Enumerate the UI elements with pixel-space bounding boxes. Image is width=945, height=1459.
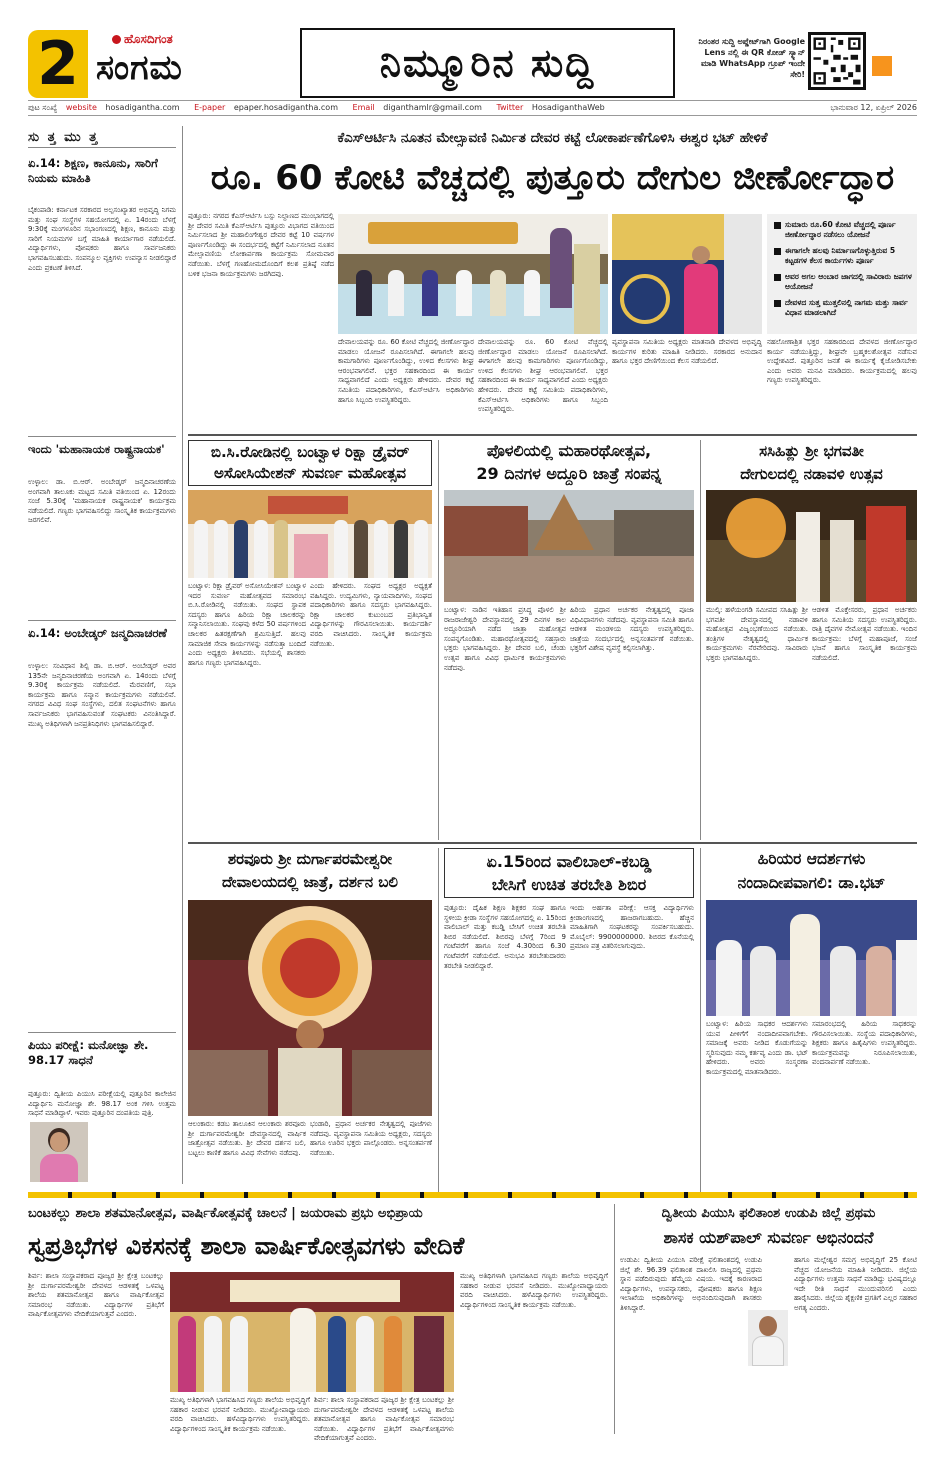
column-rule: [438, 848, 439, 1198]
page-number: 2: [28, 30, 88, 98]
bc-road-headline: ಬಿ.ಸಿ.ರೋಡಿನಲ್ಲಿ ಬಂಟ್ವಾಳ ರಿಕ್ಷಾ ಡ್ರೈವರ್: [210, 443, 410, 461]
mla-portrait: [748, 1310, 788, 1366]
volley-body: ಪುತ್ತೂರು: ದೈಹಿಕ ಶಿಕ್ಷಣ ಶಿಕ್ಷಕರ ಸಂಘ ಹಾಗೂ ಸ್ಥಳೀಯ ಕ್ರೀಡಾ ಸಂಸ್ಥೆಗಳ ಸಹಯೋಗದಲ್ಲಿ ಏ. 15ರಿಂದ ವಾಲಿಬಾಲ್ ಮತ್ತು ಕಬಡ್ಡಿ ಬೇಸಿಗೆ ಉಚಿತ ತರಬೇತಿ ಶಿಬಿರ ನಡೆಯಲಿದೆ. ಶಿಬಿರವು ಬೆಳಗ್ಗೆ 7ರಿಂದ 9 ಗಂಟೆವರೆಗೆ ಹಾಗೂ ಸಂಜೆ 4.30ರಿಂದ 6.30 ಗಂಟೆವರೆಗೆ ನಡೆಯಲಿದೆ. ಅನುಭವಿ ತರಬೇತುದಾರರು ತರಬೇತಿ ನೀಡಲಿದ್ದಾರೆ.: [444, 904, 566, 970]
sharavu-body: ಭಂಡಾರಿ, ಪ್ರಧಾನ ಅರ್ಚಕರ ನೇತೃತ್ವದಲ್ಲಿ ಪೂಜೆಗಳು ನಡೆದವು. ವ್ಯವಸ್ಥಾಪನಾ ಸಮಿತಿಯ ಅಧ್ಯಕ್ಷರು, ಸದಸ್ಯರು ಹಾಗೂ ಊರಿನ ಭಕ್ತರು ಪಾಲ್ಗೊಂಡರು. ಅನ್ನಸಂತರ್ಪಣೆ ನಡೆಯಿತು.: [310, 1120, 432, 1157]
felicitation-photo: [706, 900, 917, 1016]
masthead: [0, 0, 945, 118]
sharavu-headline: ದೇವಾಲಯದಲ್ಲಿ ಜಾತ್ರೆ, ದರ್ಶನ ಬಲಿ: [221, 873, 398, 891]
left-section-title: ಸು ತ್ತ ಮು ತ್ತ: [28, 130, 100, 145]
highlight-item: ಸುಮಾರು ರೂ.60 ಕೋಟಿ ವೆಚ್ಚದಲ್ಲಿ ಪೂರ್ಣ ಜೀರ್ಣೋದ್ಧಾರ ನಡೆಸಲು ಯೋಜನೆ: [771, 220, 913, 240]
bantakallu-body: ಮುಖ್ಯ ಅತಿಥಿಗಳಾಗಿ ಭಾಗವಹಿಸಿದ ಗಣ್ಯರು ಶಾಲೆಯ ಅಭಿವೃದ್ಧಿಗೆ ಸಹಕಾರ ನೀಡುವ ಭರವಸೆ ನೀಡಿದರು. ಮುಖ್ಯೋಪಾಧ್ಯಾಯರು ವರದಿ ವಾಚಿಸಿದರು. ಹಳೆವಿದ್ಯಾರ್ಥಿಗಳು ಉಪಸ್ಥಿತರಿದ್ದರು. ವಿದ್ಯಾರ್ಥಿಗಳಿಂದ ಸಾಂಸ್ಕೃತಿಕ ಕಾರ್ಯಕ್ರಮ ನಡೆಯಿತು.: [170, 1396, 310, 1433]
pu-headline: ದ್ವಿತೀಯ ಪಿಯುಸಿ ಫಲಿತಾಂಶ ಉಡುಪಿ ಜಿಲ್ಲೆ ಪ್ರಥಮ: [661, 1206, 876, 1221]
bc-road-headline: ಅಸೋಸಿಯೇಶನ್ ಸುವರ್ಣ ಮಹೋತ್ಸವ: [213, 464, 407, 482]
column-rule: [700, 848, 701, 1198]
sasihitlu-headline: ಸಸಿಹಿತ್ಲು ಶ್ರೀ ಭಗವತೀ: [759, 442, 864, 460]
bantakallu-body: ಮುಖ್ಯ ಅತಿಥಿಗಳಾಗಿ ಭಾಗವಹಿಸಿದ ಗಣ್ಯರು ಶಾಲೆಯ ಅಭಿವೃದ್ಧಿಗೆ ಸಹಕಾರ ನೀಡುವ ಭರವಸೆ ನೀಡಿದರು. ಮುಖ್ಯೋಪಾಧ್ಯಾಯರು ವರದಿ ವಾಚಿಸಿದರು. ಹಳೆವಿದ್ಯಾರ್ಥಿಗಳು ಉಪಸ್ಥಿತರಿದ್ದರು. ವಿದ್ಯಾರ್ಥಿಗಳಿಂದ ಸಾಂಸ್ಕೃತಿಕ ಕಾರ್ಯಕ್ರಮ ನಡೆಯಿತು.: [460, 1272, 608, 1309]
left-item-headline: ಪಿಯು ಪರೀಕ್ಷೆ: ಮನೋಜ್ಞಾ ಶೇ. 98.17 ಸಾಧನೆ: [28, 1038, 149, 1067]
page-title: ನಿಮ್ಮೂರಿನ ಸುದ್ದಿ: [379, 41, 596, 85]
left-item-body: ಉಳ್ಳಾಲ: ಸಂವಿಧಾನ ಶಿಲ್ಪಿ ಡಾ. ಬಿ.ಆರ್. ಅಂಬೇಡ್ಕರ್ ಅವರ 135ನೇ ಜನ್ಮದಿನಾಚರಣೆಯ ಅಂಗವಾಗಿ ಏ. 14ರಂದು ಬೆಳಗ್ಗೆ 9.30ಕ್ಕೆ ಕಾರ್ಯಕ್ರಮ ನಡೆಯಲಿದೆ. ಮೆರವಣಿಗೆ, ಸಭಾ ಕಾರ್ಯಕ್ರಮ ಹಾಗೂ ಸನ್ಮಾನ ಕಾರ್ಯಕ್ರಮಗಳು ನಡೆಯಲಿವೆ. ನಗರದ ವಿವಿಧ ಸಂಘ ಸಂಸ್ಥೆಗಳು, ದಲಿತ ಸಂಘಟನೆಗಳು ಹಾಗೂ ಸಾರ್ವಜನಿಕರು ಭಾಗವಹಿಸುವಂತೆ ಸಂಘಟಕರು ವಿನಂತಿಸಿದ್ದಾರೆ. ಮುಖ್ಯ ಅತಿಥಿಗಳಾಗಿ ಜನಪ್ರತಿನಿಧಿಗಳು ಭಾಗವಹಿಸಲಿದ್ದಾರೆ.: [28, 662, 176, 728]
top-story-body: ದೇವಾಲಯವನ್ನು ರೂ. 60 ಕೋಟಿ ವೆಚ್ಚದಲ್ಲಿ ಜೀರ್ಣೋದ್ಧಾರ ಮಾಡಲು ಯೋಜನೆ ರೂಪಿಸಲಾಗಿದೆ. ಈಗಾಗಲೇ ಹಲವು ಕಾಮಗಾರಿಗಳು ಪೂರ್ಣಗೊಂಡಿದ್ದು, ಉಳಿದ ಕೆಲಸಗಳು ಶೀಘ್ರ ಆರಂಭವಾಗಲಿವೆ. ಭಕ್ತರ ಸಹಕಾರದಿಂದ ಈ ಕಾರ್ಯ ಸಾಧ್ಯವಾಗಲಿದೆ ಎಂದು ಅಧ್ಯಕ್ಷರು ಹೇಳಿದರು. ದೇವರ ಕಟ್ಟೆ ಸಮಿತಿಯ ಪದಾಧಿಕಾರಿಗಳು, ಕೆಎಸ್ಆರ್ಟಿಸಿ ಅಧಿಕಾರಿಗಳು ಹಾಗೂ ಸಿಬ್ಬಂದಿ ಉಪಸ್ಥಿತರಿದ್ದರು.: [338, 338, 474, 404]
top-story-kicker: ಕೆಎಸ್ಆರ್ಟಿಸಿ ನೂತನ ಮೇಲ್ಸಾವಣಿ ನಿರ್ಮಿತ ದೇವರ ಕಟ್ಟೆ ಲೋಕಾರ್ಪಣೆಗೊಳಿಸಿ ಈಶ್ವರ ಭಟ್ ಹೇಳಿಕೆ: [337, 130, 768, 146]
twitter-link[interactable]: Twitter HosadiganthaWeb: [496, 103, 605, 112]
highlight-item: ದೇವಳದ ಸುತ್ತ ಮುತ್ತಲಿನಲ್ಲಿ ನಾಗಮ ಮತ್ತು ಸಾರ್ವ ವಿಧಾನ ಮಾಡಲಾಗಿದೆ: [771, 298, 913, 318]
info-bar: [28, 100, 917, 116]
top-story-headline: ರೂ. 60 ಕೋಟಿ ವೆಚ್ಚದಲ್ಲಿ ಪುತ್ತೂರು ದೇಗುಲ ಜೀರ್ಣೋದ್ಧಾರ: [210, 158, 895, 198]
left-item-headline: ಏ.14: ಶಿಕ್ಷಣ, ಕಾನೂನು, ಸಾರಿಗೆ ನಿಯಮ ಮಾಹಿತಿ: [28, 156, 158, 185]
darshana-bali-photo: [188, 900, 432, 1116]
polali-body: ಬಂಟ್ವಾಳ: ನಾಡಿನ ಇತಿಹಾಸ ಪ್ರಸಿದ್ಧ ಪೊಳಲಿ ಶ್ರೀ ರಾಜರಾಜೇಶ್ವರಿ ದೇವಸ್ಥಾನದಲ್ಲಿ 29 ದಿನಗಳ ಕಾಲ ಅದ್ದೂರಿಯಾಗಿ ನಡೆದ ಜಾತ್ರಾ ಮಹೋತ್ಸವ ಸಂಪನ್ನಗೊಂಡಿತು. ಮಹಾರಥೋತ್ಸವದಲ್ಲಿ ಸಹಸ್ರಾರು ಭಕ್ತರು ಭಾಗವಹಿಸಿದ್ದರು. ಶ್ರೀ ದೇವರ ಬಲಿ, ಚೆಂಡು ಉತ್ಸವ ಹಾಗೂ ವಿವಿಧ ಧಾರ್ಮಿಕ ಕಾರ್ಯಕ್ರಮಗಳು ನಡೆದವು.: [444, 606, 566, 672]
pu-body: ಉಡುಪಿ: ದ್ವಿತೀಯ ಪಿಯುಸಿ ಪರೀಕ್ಷೆ ಫಲಿತಾಂಶದಲ್ಲಿ ಉಡುಪಿ ಜಿಲ್ಲೆ ಶೇ. 96.39 ಫಲಿತಾಂಶ ದಾಖಲಿಸಿ ರಾಜ್ಯದಲ್ಲಿ ಪ್ರಥಮ ಸ್ಥಾನ ಪಡೆದಿರುವುದು ಹೆಮ್ಮೆಯ ವಿಷಯ. ಇದಕ್ಕೆ ಕಾರಣರಾದ ವಿದ್ಯಾರ್ಥಿಗಳು, ಉಪನ್ಯಾಸಕರು, ಪೋಷಕರು ಹಾಗೂ ಶಿಕ್ಷಣ ಇಲಾಖೆಯ ಅಧಿಕಾರಿಗಳನ್ನು ಅಭಿನಂದಿಸುವುದಾಗಿ ಶಾಸಕರು ತಿಳಿಸಿದ್ದಾರೆ.: [620, 1256, 762, 1312]
bantakallu-kicker: ಬಂಟಕಲ್ಲು ಶಾಲಾ ಶತಮಾನೋತ್ಸವ, ವಾರ್ಷಿಕೋತ್ಸವಕ್ಕೆ ಚಾಲನೆ | ಜಯರಾಮ ಪ್ರಭು ಅಭಿಪ್ರಾಯ: [28, 1206, 423, 1221]
sasihitlu-headline: ದೇಗುಲದಲ್ಲಿ ನಡಾವಳಿ ಉತ್ಸವ: [740, 465, 883, 483]
brand-small-text: ಹೊಸದಿಗಂತ: [124, 32, 173, 46]
pu-headline: ಶಾಸಕ ಯಶ್‌ಪಾಲ್ ಸುವರ್ಣ ಅಭಿನಂದನೆ: [663, 1228, 874, 1247]
bantakallu-body: ಶಿರ್ವ: ಶಾಲಾ ಸಂಸ್ಥಾಪಕರಾದ ಪೂಜ್ಯರ ಶ್ರೀ ಕ್ಷೇತ್ರ ಬಂಟಕಲ್ಲು ಶ್ರೀ ದುರ್ಗಾಪರಮೇಶ್ವರೀ ದೇವಳದ ಆಡಳಿತಕ್ಕೆ ಒಳಪಟ್ಟ ಶಾಲೆಯ ಶತಮಾನೋತ್ಸವ ಹಾಗೂ ವಾರ್ಷಿಕೋತ್ಸವ ಸಮಾರಂಭ ನಡೆಯಿತು. ವಿದ್ಯಾರ್ಥಿಗಳ ಪ್ರತಿಭೆಗೆ ವಾರ್ಷಿಕೋತ್ಸವಗಳು ವೇದಿಕೆಯಾಗುತ್ತವೆ ಎಂದರು.: [314, 1396, 454, 1443]
polali-body: ಹಿರಿಯ ಪ್ರಧಾನ ಅರ್ಚಕರ ನೇತೃತ್ವದಲ್ಲಿ ಪೂಜಾ ವಿಧಿವಿಧಾನಗಳು ನಡೆದವು. ವ್ಯವಸ್ಥಾಪನಾ ಸಮಿತಿ ಹಾಗೂ ಆಡಳಿತ ಮಂಡಳಿಯ ಸದಸ್ಯರು ಉಪಸ್ಥಿತರಿದ್ದರು. ಜಾತ್ರೆಯ ಸಂದರ್ಭದಲ್ಲಿ ಅನ್ನಸಂತರ್ಪಣೆ ನಡೆಯಿತು. ಭಕ್ತರಿಗೆ ವಿಶೇಷ ವ್ಯವಸ್ಥೆ ಕಲ್ಪಿಸಲಾಗಿತ್ತು.: [570, 606, 694, 653]
left-item-body: ಉಳ್ಳಾಲ: ಡಾ. ಬಿ.ಆರ್. ಅಂಬೇಡ್ಕರ್ ಜನ್ಮದಿನಾಚರಣೆಯ ಅಂಗವಾಗಿ ತಾಲೂಕು ಮಟ್ಟದ ಸಮಿತಿ ವತಿಯಿಂದ ಏ. 12ರಂದು ಸಂಜೆ 5.30ಕ್ಕೆ 'ಮಹಾನಾಯಕ ರಾಷ್ಟ್ರನಾಯಕ' ಕಾರ್ಯಕ್ರಮ ನಡೆಯಲಿದೆ. ಗಣ್ಯರು ಭಾಗವಹಿಸಲಿದ್ದು ಸಾಂಸ್ಕೃತಿಕ ಕಾರ್ಯಕ್ರಮಗಳು ಜರಗಲಿವೆ.: [28, 478, 176, 525]
sasihitlu-body: ಆಡಳಿತ ಮೊಕ್ತೇಸರರು, ಪ್ರಧಾನ ಅರ್ಚಕರು ಹಾಗೂ ಸಮಿತಿಯ ಸದಸ್ಯರು ಉಪಸ್ಥಿತರಿದ್ದರು. ರಾತ್ರಿ ದೈವಗಳ ನೇಮೋತ್ಸವ ನಡೆಯಿತು. ಇಂದಿನ ಕಾರ್ಯಕ್ರಮ: ಬೆಳಗ್ಗೆ ಮಹಾಪೂಜೆ, ಸಂಜೆ ಭಜನೆ ಹಾಗೂ ಸಾಂಸ್ಕೃತಿಕ ಕಾರ್ಯಕ್ರಮ ನಡೆಯಲಿದೆ.: [812, 606, 917, 662]
top-story-body: ದೇವಾಲಯವನ್ನು ರೂ. 60 ಕೋಟಿ ವೆಚ್ಚದಲ್ಲಿ ಜೀರ್ಣೋದ್ಧಾರ ಮಾಡಲು ಯೋಜನೆ ರೂಪಿಸಲಾಗಿದೆ. ಈಗಾಗಲೇ ಹಲವು ಕಾಮಗಾರಿಗಳು ಪೂರ್ಣಗೊಂಡಿದ್ದು, ಉಳಿದ ಕೆಲಸಗಳು ಶೀಘ್ರ ಆರಂಭವಾಗಲಿವೆ. ಭಕ್ತರ ಸಹಕಾರದಿಂದ ಈ ಕಾರ್ಯ ಸಾಧ್ಯವಾಗಲಿದೆ ಎಂದು ಅಧ್ಯಕ್ಷರು ಹೇಳಿದರು. ದೇವರ ಕಟ್ಟೆ ಸಮಿತಿಯ ಪದಾಧಿಕಾರಿಗಳು, ಕೆಎಸ್ಆರ್ಟಿಸಿ ಅಧಿಕಾರಿಗಳು ಹಾಗೂ ಸಿಬ್ಬಂದಿ ಉಪಸ್ಥಿತರಿದ್ದರು.: [478, 338, 608, 414]
column-rule: [614, 1204, 615, 1434]
section-rule: [188, 434, 917, 436]
event-stage-photo: [338, 214, 608, 334]
volley-headline: ಏ.15ರಿಂದ ವಾಲಿಬಾಲ್-ಕಬಡ್ಡಿ: [486, 852, 652, 871]
left-item-headline: ಇಂದು 'ಮಹಾನಾಯಕ ರಾಷ್ಟ್ರನಾಯಕ': [28, 442, 165, 456]
volley-body: ಇಂದು ಅರ್ಹತಾ ಪರೀಕ್ಷೆ: ಆಸಕ್ತ ವಿದ್ಯಾರ್ಥಿಗಳು ಕ್ರೀಡಾಂಗಣದಲ್ಲಿ ಹಾಜರಾಗಬಹುದು. ಹೆಚ್ಚಿನ ಮಾಹಿತಿಗಾಗಿ ಸಂಘಟಕರನ್ನು ಸಂಪರ್ಕಿಸಬಹುದು. ಮೊಬೈಲ್: 9900000000. ಶಿಬಿರದ ಕೊನೆಯಲ್ಲಿ ಪ್ರಮಾಣ ಪತ್ರ ವಿತರಿಸಲಾಗುವುದು.: [570, 904, 694, 951]
bantakallu-body: ಶಿರ್ವ: ಶಾಲಾ ಸಂಸ್ಥಾಪಕರಾದ ಪೂಜ್ಯರ ಶ್ರೀ ಕ್ಷೇತ್ರ ಬಂಟಕಲ್ಲು ಶ್ರೀ ದುರ್ಗಾಪರಮೇಶ್ವರೀ ದೇವಳದ ಆಡಳಿತಕ್ಕೆ ಒಳಪಟ್ಟ ಶಾಲೆಯ ಶತಮಾನೋತ್ಸವ ಹಾಗೂ ವಾರ್ಷಿಕೋತ್ಸವ ಸಮಾರಂಭ ನಡೆಯಿತು. ವಿದ್ಯಾರ್ಥಿಗಳ ಪ್ರತಿಭೆಗೆ ವಾರ್ಷಿಕೋತ್ಸವಗಳು ವೇದಿಕೆಯಾಗುತ್ತವೆ ಎಂದರು.: [28, 1272, 164, 1319]
column-rule: [182, 126, 183, 1184]
highlight-item: ಆವರ ಅಗಲ ಆಂಬಾರ ಜಾಗದಲ್ಲಿ ಸಾವಿರಾರು ಜಪಗಳ ಆಯೋಜನೆ: [771, 272, 913, 292]
divider: [28, 1032, 176, 1033]
column-rule: [438, 440, 439, 840]
association-group-photo: [188, 490, 432, 578]
highlight-item: ಈಗಾಗಲೇ ಹಲವು ನಿರ್ಮಾಣಗೊಳ್ಳುತ್ತಿರುವ 5 ಕಟ್ಟಡಗಳ ಕೆಲಸ ಕಾರ್ಯಗಳು ಪೂರ್ಣ: [771, 246, 913, 266]
school-stage-photo: [170, 1272, 454, 1392]
hiriya-headline: ಹಿರಿಯರ ಆದರ್ಶಗಳು: [757, 850, 866, 868]
accent-square: [872, 56, 892, 76]
bc-road-body: ಬಂಟ್ವಾಳ: ರಿಕ್ಷಾ ಡ್ರೈವರ್ ಅಸೋಸಿಯೇಶನ್ ಬಂಟ್ವಾಳ ಇದರ ಸುವರ್ಣ ಮಹೋತ್ಸವದ ಸಮಾರಂಭ ಬಿ.ಸಿ.ರೋಡಿನಲ್ಲಿ ನಡೆಯಿತು. ಸಂಘದ ಸ್ಥಾಪಕ ಸದಸ್ಯರು ಹಾಗೂ ಹಿರಿಯ ರಿಕ್ಷಾ ಚಾಲಕರನ್ನು ಸನ್ಮಾನಿಸಲಾಯಿತು. ಸಂಘವು ಕಳೆದ 50 ವರ್ಷಗಳಿಂದ ಚಾಲಕರ ಹಿತರಕ್ಷಣೆಗಾಗಿ ಶ್ರಮಿಸುತ್ತಿದೆ. ಹಲವು ಸಾಮಾಜಿಕ ಸೇವಾ ಕಾರ್ಯಗಳನ್ನು ನಡೆಸುತ್ತಾ ಬಂದಿದೆ ಎಂದು ಅಧ್ಯಕ್ಷರು ತಿಳಿಸಿದರು. ಸಭೆಯಲ್ಲಿ ಶಾಸಕರು ಹಾಗೂ ಗಣ್ಯರು ಭಾಗವಹಿಸಿದ್ದರು.: [188, 582, 306, 667]
pu-body: ಹಾಗೂ ಮಲ್ಲೇಶ್ವರ ಸಮಗ್ರ ಅಭಿವೃದ್ಧಿಗೆ 25 ಕೋಟಿ ವೆಚ್ಚದ ಯೋಜನೆಯ ಮಾಹಿತಿ ನೀಡಿದರು. ಜಿಲ್ಲೆಯ ವಿದ್ಯಾರ್ಥಿಗಳು ಉತ್ತಮ ಸಾಧನೆ ಮಾಡಿದ್ದು ಭವಿಷ್ಯದಲ್ಲೂ ಇದೇ ರೀತಿ ಸಾಧನೆ ಮುಂದುವರಿಸಲಿ ಎಂದು ಹಾರೈಸಿದರು. ಜಿಲ್ಲೆಯ ಶೈಕ್ಷಣಿಕ ಪ್ರಗತಿಗೆ ಎಲ್ಲರ ಸಹಕಾರ ಅಗತ್ಯ ಎಂದರು.: [794, 1256, 917, 1312]
hiriya-body: ಸಮಾರಂಭದಲ್ಲಿ ಹಿರಿಯ ಸಾಧಕರನ್ನು ಗೌರವಿಸಲಾಯಿತು. ಸಂಸ್ಥೆಯ ಪದಾಧಿಕಾರಿಗಳು, ಶಿಕ್ಷಕರು ಹಾಗೂ ಹಿತೈಷಿಗಳು ಉಪಸ್ಥಿತರಿದ್ದರು. ಕಾರ್ಯಕ್ರಮವನ್ನು ನಿರೂಪಿಸಲಾಯಿತು, ವಂದನಾರ್ಪಣೆ ನಡೆಯಿತು.: [812, 1020, 917, 1067]
divider: [28, 436, 176, 437]
left-item-body: ಬೈಕಂಪಾಡಿ: ಕರ್ನಾಟಕ ಸರಕಾರದ ಅಲ್ಪಸಂಖ್ಯಾತರ ಅಭಿವೃದ್ಧಿ ನಿಗಮ ಮತ್ತು ಸಂಘ ಸಂಸ್ಥೆಗಳ ಸಹಯೋಗದಲ್ಲಿ ಏ. 14ರಂದು ಬೆಳಗ್ಗೆ 9:30ಕ್ಕೆ ಮಂಗಳೂರಿನ ಸಭಾಂಗಣದಲ್ಲಿ ಶಿಕ್ಷಣ, ಕಾನೂನು ಮತ್ತು ಸಾರಿಗೆ ನಿಯಮಗಳ ಬಗ್ಗೆ ಮಾಹಿತಿ ಕಾರ್ಯಾಗಾರ ನಡೆಯಲಿದೆ. ವಿದ್ಯಾರ್ಥಿಗಳು, ಪೋಷಕರು ಹಾಗೂ ಸಾರ್ವಜನಿಕರು ಭಾಗವಹಿಸಬಹುದು. ಸಂಪನ್ಮೂಲ ವ್ಯಕ್ತಿಗಳು ಉಪನ್ಯಾಸ ನೀಡಲಿದ್ದಾರೆ ಎಂದು ಪ್ರಕಟಣೆ ತಿಳಿಸಿದೆ.: [28, 206, 176, 272]
epaper-link[interactable]: E-paper epaper.hosadigantha.com: [194, 103, 338, 112]
hiriya-headline: ನಂದಾದೀಪವಾಗಲಿ: ಡಾ.ಭಟ್: [737, 874, 886, 892]
polali-headline: ಪೊಳಲಿಯಲ್ಲಿ ಮಹಾರಥೋತ್ಸವ,: [486, 441, 652, 460]
temple-crowd-photo: [444, 490, 694, 602]
volley-headline: ಬೇಸಿಗೆ ಉಚಿತ ತರಬೇತಿ ಶಿಬಿರ: [491, 875, 647, 894]
website-link[interactable]: website hosadigantha.com: [65, 103, 180, 112]
sharavu-headline: ಶರವೂರು ಶ್ರೀ ದುರ್ಗಾಪರಮೇಶ್ವರೀ: [227, 850, 393, 868]
utsava-photo: [706, 490, 917, 602]
hiriya-body: ಬಂಟ್ವಾಳ: ಹಿರಿಯ ಸಾಧಕರ ಆದರ್ಶಗಳು ಯುವ ಪೀಳಿಗೆಗೆ ನಂದಾದೀಪವಾಗಬೇಕು. ಸಮಾಜಕ್ಕೆ ಅವರು ನೀಡಿದ ಕೊಡುಗೆಯನ್ನು ಸ್ಮರಿಸುವುದು ನಮ್ಮ ಕರ್ತವ್ಯ ಎಂದು ಡಾ. ಭಟ್ ಹೇಳಿದರು. ಅವರು ಸಂಸ್ಮರಣಾ ಕಾರ್ಯಕ್ರಮದಲ್ಲಿ ಮಾತನಾಡಿದರು.: [706, 1020, 808, 1076]
highlights-box: [767, 214, 917, 334]
polali-headline: 29 ದಿನಗಳ ಅದ್ದೂರಿ ಜಾತ್ರೆ ಸಂಪನ್ನ: [476, 464, 662, 483]
section-rule: [188, 842, 917, 844]
qr-code-icon[interactable]: [808, 32, 866, 90]
left-item-headline: ಏ.14: ಅಂಬೇಡ್ಕರ್ ಜನ್ಮದಿನಾಚರಣೆ: [28, 626, 167, 640]
qr-instructions: ನಿರಂತರ ಸುದ್ದಿ ಅಪ್ಡೇಟ್‌ಗಾಗಿ Google Lens ನಲ್ಲಿ ಈ QR ಕೋಡ್ ಸ್ಕ್ಯಾನ್ ಮಾಡಿ WhatsApp ಗ್ರೂಪ್ ಇಂದೇ ಸೇರಿ!: [698, 37, 805, 79]
brand-dot-icon: [112, 35, 121, 44]
sasihitlu-body: ಮುಲ್ಕಿ: ಹಳೆಯಂಗಡಿ ಸಮೀಪದ ಸಸಿಹಿತ್ಲು ಶ್ರೀ ಭಗವತೀ ದೇವಸ್ಥಾನದಲ್ಲಿ ನಡಾವಳಿ ಮಹೋತ್ಸವ ವಿಜೃಂಭಣೆಯಿಂದ ನಡೆಯಿತು. ತಂತ್ರಿಗಳ ನೇತೃತ್ವದಲ್ಲಿ ಧಾರ್ಮಿಕ ಕಾರ್ಯಕ್ರಮಗಳು ನೆರವೇರಿದವು. ಸಾವಿರಾರು ಭಕ್ತರು ಭಾಗವಹಿಸಿದ್ದರು.: [706, 606, 808, 662]
top-story-body: ನಹಲೋಣಾಶ್ರಿತ ಭಕ್ತರ ಸಹಕಾರದಿಂದ ದೇವಳದ ಜೀರ್ಣೋದ್ಧಾರ ಕಾರ್ಯ ನಡೆಯುತ್ತಿದ್ದು, ಶೀಘ್ರವೇ ಬ್ರಹ್ಮಕಲಶೋತ್ಸವ ನಡೆಸುವ ಉದ್ದೇಶವಿದೆ. ಪುತ್ತೂರಿನ ಜನತೆ ಈ ಕಾರ್ಯಕ್ಕೆ ಕೈಜೋಡಿಸಬೇಕು ಎಂದು ಅವರು ಮನವಿ ಮಾಡಿದರು. ಕಾರ್ಯಕ್ರಮದಲ್ಲಿ ಹಲವು ಗಣ್ಯರು ಉಪಸ್ಥಿತರಿದ್ದರು.: [767, 338, 917, 385]
issue-date: ಭಾನುವಾರ 12, ಏಪ್ರಿಲ್ 2026: [830, 103, 917, 112]
brand-name: ಸಂಗಮ: [96, 48, 183, 88]
left-column-header: [28, 126, 176, 148]
student-photo: [30, 1122, 88, 1182]
decorative-divider: [28, 1192, 917, 1198]
bantakallu-headline: ಸ್ವಪ್ರತಿಭೆಗಳ ವಿಕಸನಕ್ಕೆ ಶಾಲಾ ವಾರ್ಷಿಕೋತ್ಸವಗಳು ವೇದಿಕೆ: [28, 1232, 465, 1260]
bc-road-body: ಎಂದು ಹೇಳಿದರು. ಸಂಘದ ಅಧ್ಯಕ್ಷರ ಅಧ್ಯಕ್ಷತೆ ವಹಿಸಿದ್ದರು. ಉದ್ಯಮಿಗಳು, ನ್ಯಾಯವಾದಿಗಳು, ಸಂಘದ ಪದಾಧಿಕಾರಿಗಳು ಹಾಗೂ ಸದಸ್ಯರು ಭಾಗವಹಿಸಿದ್ದರು. ರಿಕ್ಷಾ ಚಾಲಕರ ಕುಟುಂಬದ ಪ್ರತಿಭಾನ್ವಿತ ವಿದ್ಯಾರ್ಥಿಗಳನ್ನು ಗೌರವಿಸಲಾಯಿತು. ಕಾರ್ಯದರ್ಶಿ ವರದಿ ವಾಚಿಸಿದರು. ಸಾಂಸ್ಕೃತಿಕ ಕಾರ್ಯಕ್ರಮ ನಡೆಯಿತು.: [310, 582, 432, 648]
top-story-body: ವ್ಯವಸ್ಥಾಪನಾ ಸಮಿತಿಯ ಅಧ್ಯಕ್ಷರು ಮಾತನಾಡಿ ದೇವಳದ ಅಭಿವೃದ್ಧಿ ಕಾರ್ಯಗಳ ಕುರಿತು ಮಾಹಿತಿ ನೀಡಿದರು. ಸರಕಾರದ ಅನುದಾನ ಹಾಗೂ ಭಕ್ತರ ದೇಣಿಗೆಯಿಂದ ಕೆಲಸ ನಡೆಯಲಿದೆ.: [612, 338, 762, 366]
left-item-body: ಪುತ್ತೂರು: ದ್ವಿತೀಯ ಪಿಯುಸಿ ಪರೀಕ್ಷೆಯಲ್ಲಿ ಪುತ್ತೂರಿನ ಕಾಲೇಜಿನ ವಿದ್ಯಾರ್ಥಿನಿ ಮನೋಜ್ಞಾ ಶೇ. 98.17 ಅಂಕ ಗಳಿಸಿ ಉತ್ತಮ ಸಾಧನೆ ಮಾಡಿದ್ದಾಳೆ. ಇವರು ಪುತ್ತೂರಿನ ದಂಪತಿಯ ಪುತ್ರಿ.: [28, 1090, 176, 1118]
divider: [28, 620, 176, 621]
brand-small-logo: [112, 32, 173, 47]
speaker-photo: [612, 214, 762, 334]
email-link[interactable]: Email diganthamlr@gmail.com: [352, 103, 482, 112]
column-rule: [700, 440, 701, 840]
sharavu-body: ಆಲಂಕಾರು: ಕಡಬ ತಾಲೂಕಿನ ಆಲಂಕಾರು ಶರವೂರು ಶ್ರೀ ದುರ್ಗಾಪರಮೇಶ್ವರೀ ದೇವಸ್ಥಾನದಲ್ಲಿ ವಾರ್ಷಿಕ ಜಾತ್ರೋತ್ಸವ ನಡೆಯಿತು. ಶ್ರೀ ದೇವರ ದರ್ಶನ ಬಲಿ, ಬಟ್ಟಲು ಕಾಣಿಕೆ ಹಾಗೂ ವಿವಿಧ ಸೇವೆಗಳು ನಡೆದವು.: [188, 1120, 306, 1157]
section-label: ಪುಟ ಸಂಖ್ಯೆ: [28, 103, 58, 112]
left-column: [28, 126, 176, 1184]
top-story-body: ಪುತ್ತೂರು: ನಗರದ ಕೆಎಸ್ಆರ್ಟಿಸಿ ಬಸ್ಸು ನಿಲ್ದಾಣದ ಮುಂಭಾಗದಲ್ಲಿ ಶ್ರೀ ದೇವರ ಸಮಿತಿ ಕೆಎಸ್ಆರ್ಟಿಸಿ ಪುತ್ತೂರು ವಿಭಾಗದ ವತಿಯಿಂದ ನಿರ್ಮಿಸಲಾದ ಶ್ರೀ ಮಹಾಲಿಂಗೇಶ್ವರ ದೇವರ ಕಟ್ಟೆ 10 ವರ್ಷಗಳ ಪೂರ್ಣಗೊಂಡಿದ್ದು ಈ ಸಂದರ್ಭದಲ್ಲಿ ಕಟ್ಟೆಗೆ ನಿರ್ಮಿಸಲಾದ ನೂತನ ಮೇಲ್ಸಾವಣಿಯ ಲೋಕಾರ್ಪಣಾ ಕಾರ್ಯಕ್ರಮ ಸೋಮವಾರ ನಡೆಯಿತು. ಬೆಳಗ್ಗೆ ಗಣಹೋಮದೊಂದಿಗೆ ಕಲಶ ಪ್ರತಿಷ್ಠೆ ನಡೆದ ಬಳಿಕ ಭಜನಾ ಕಾರ್ಯಕ್ರಮಗಳು ಜರಗಿದವು.: [188, 212, 334, 278]
